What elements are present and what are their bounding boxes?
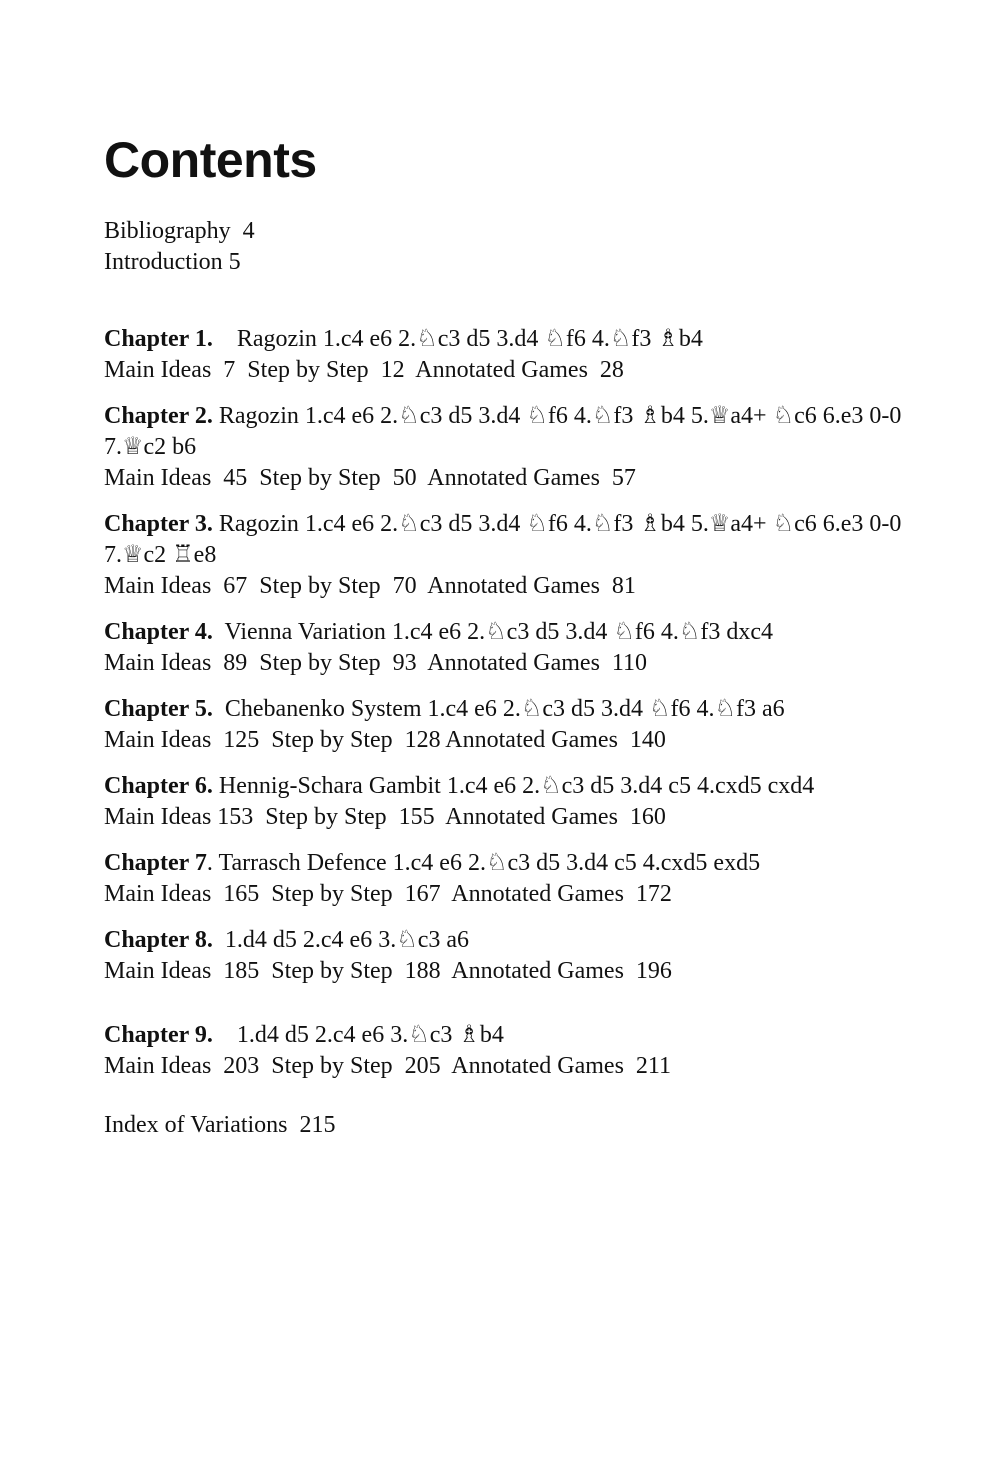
chapter-heading: 1.d4 d5 2.c4 e6 3.♘c3 a6 [212, 927, 470, 953]
chapter-label: Chapter 9. [104, 1022, 213, 1048]
chapter-pages: Main Ideas 203 Step by Step 205 Annotated Games 211 [104, 1053, 672, 1079]
chapter-4-entry[interactable] [104, 617, 924, 679]
chapter-label: Chapter 3. [104, 511, 213, 537]
chapter-label: Chapter 1. [104, 326, 213, 352]
bibliography-entry[interactable]: Bibliography 4 [104, 218, 255, 244]
chapter-label: Chapter 6. [104, 773, 213, 799]
chapter-heading: Ragozin 1.c4 e6 2.♘c3 d5 3.d4 ♘f6 4.♘f3 ♗b4 [212, 326, 703, 352]
chapter-3-entry[interactable] [104, 509, 924, 602]
front-matter [104, 216, 924, 278]
chapter-label: Chapter 5. [104, 696, 213, 722]
chapter-pages: Main Ideas 45 Step by Step 50 Annotated Games 57 [104, 465, 636, 491]
introduction-entry[interactable]: Introduction 5 [104, 249, 241, 275]
chapter-heading: Vienna Variation 1.c4 e6 2.♘c3 d5 3.d4 ♘f6 4.♘f3 dxc4 [212, 619, 773, 645]
page-title: Contents [104, 132, 317, 188]
chapter-pages: Main Ideas 153 Step by Step 155 Annotated Games 160 [104, 804, 666, 830]
chapter-heading: Hennig-Schara Gambit 1.c4 e6 2.♘c3 d5 3.d4 c5 4.cxd5 cxd4 [212, 773, 815, 799]
chapter-heading: 1.d4 d5 2.c4 e6 3.♘c3 ♗b4 [212, 1022, 504, 1048]
chapter-heading: Chebanenko System 1.c4 e6 2.♘c3 d5 3.d4 ♘f6 4.♘f3 a6 [212, 696, 785, 722]
chapter-label: Chapter 7 [104, 850, 207, 876]
chapter-9-entry[interactable] [104, 1020, 924, 1082]
chapter-5-entry[interactable] [104, 694, 924, 756]
contents-page [104, 130, 924, 1141]
chapter-label: Chapter 8. [104, 927, 213, 953]
chapter-7-entry[interactable] [104, 848, 924, 910]
chapter-1-entry[interactable] [104, 324, 924, 386]
chapter-heading: Ragozin 1.c4 e6 2.♘c3 d5 3.d4 ♘f6 4.♘f3 ♗b4 5.♕a4+ ♘c6 6.e3 0-0 7.♕c2 ♖e8 [104, 511, 908, 568]
chapter-heading: Ragozin 1.c4 e6 2.♘c3 d5 3.d4 ♘f6 4.♘f3 ♗b4 5.♕a4+ ♘c6 6.e3 0-0 7.♕c2 b6 [104, 403, 908, 460]
chapter-pages: Main Ideas 165 Step by Step 167 Annotated Games 172 [104, 881, 672, 907]
index-of-variations-entry[interactable]: Index of Variations 215 [104, 1112, 336, 1138]
chapter-list [104, 324, 924, 1082]
chapter-pages: Main Ideas 125 Step by Step 128 Annotated Games 140 [104, 727, 666, 753]
chapter-6-entry[interactable] [104, 771, 924, 833]
chapter-2-entry[interactable] [104, 401, 924, 494]
chapter-label: Chapter 2. [104, 403, 213, 429]
chapter-pages: Main Ideas 89 Step by Step 93 Annotated Games 110 [104, 650, 648, 676]
chapter-pages: Main Ideas 7 Step by Step 12 Annotated Games 28 [104, 357, 624, 383]
chapter-heading: . Tarrasch Defence 1.c4 e6 2.♘c3 d5 3.d4 c5 4.cxd5 exd5 [206, 850, 761, 876]
chapter-pages: Main Ideas 185 Step by Step 188 Annotated Games 196 [104, 958, 672, 984]
chapter-label: Chapter 4. [104, 619, 213, 645]
chapter-8-entry[interactable] [104, 925, 924, 987]
chapter-pages: Main Ideas 67 Step by Step 70 Annotated Games 81 [104, 573, 636, 599]
